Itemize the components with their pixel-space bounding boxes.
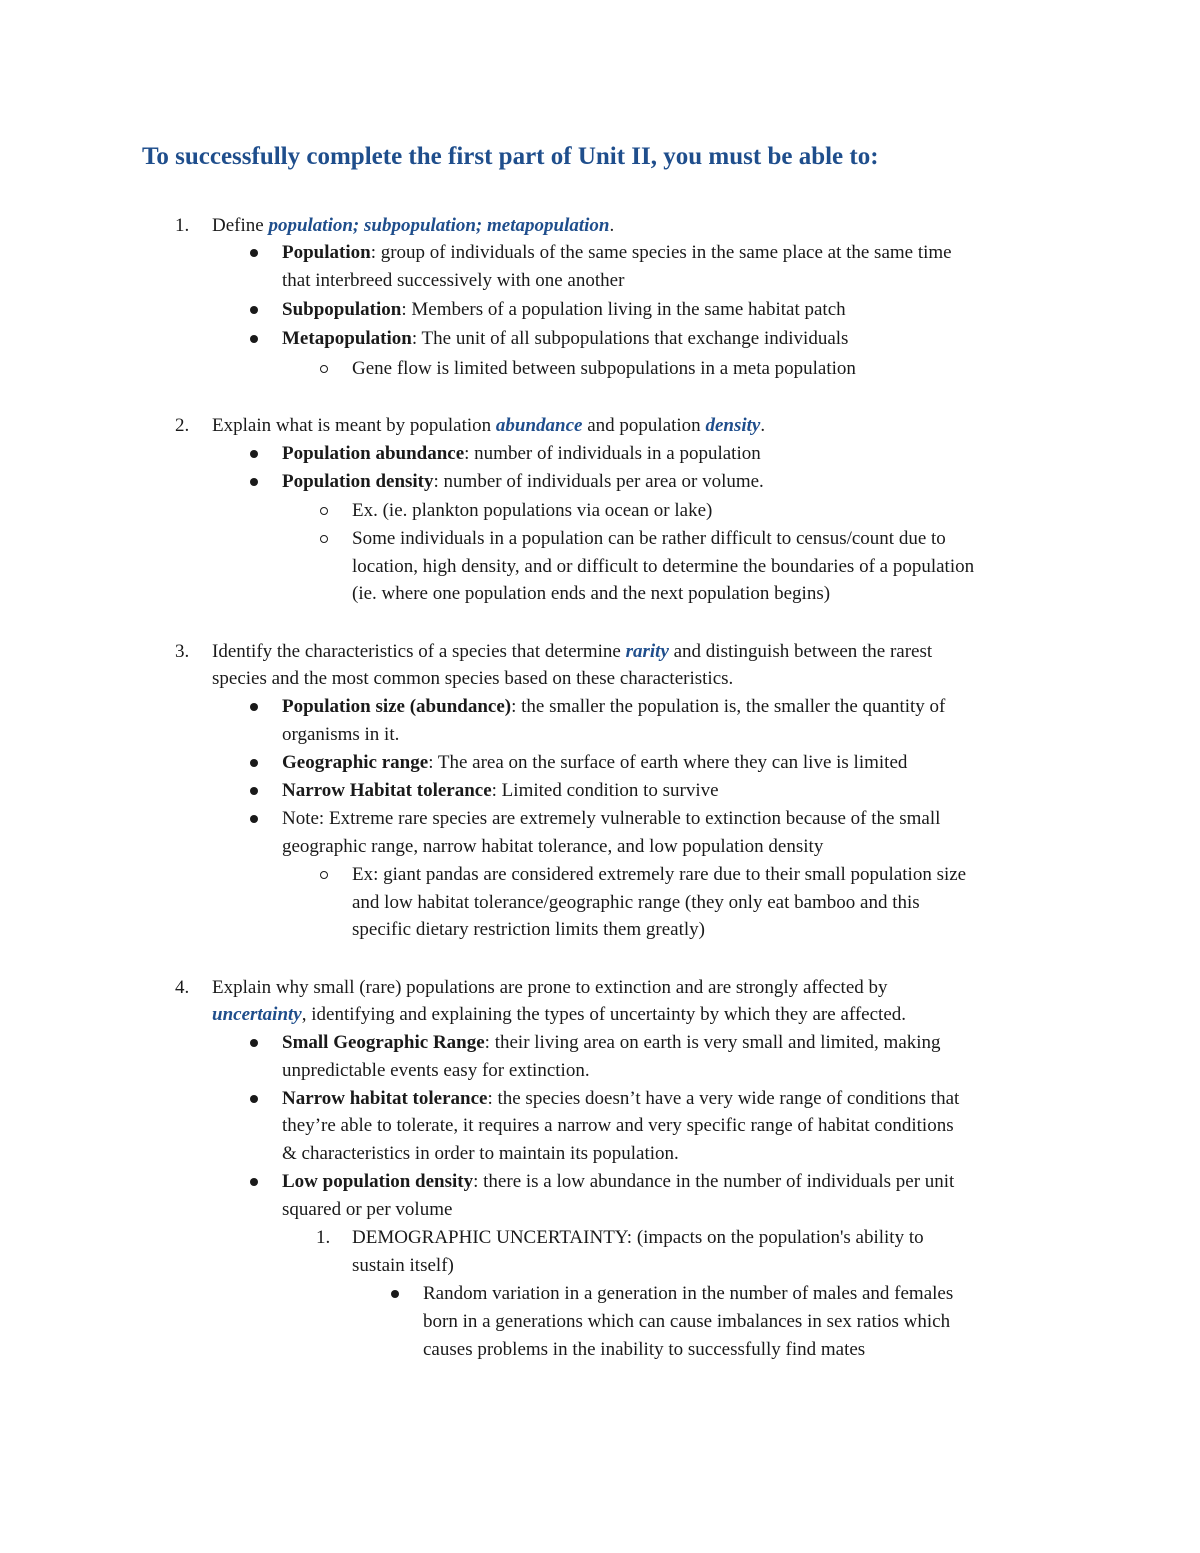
circle-bullet-icon	[320, 365, 328, 373]
term: Population abundance	[282, 443, 465, 464]
bullet-item-cont: causes problems in the inability to successfully find mates	[423, 1339, 866, 1360]
text: Explain what is meant by population	[212, 415, 496, 436]
sub-bullet-item: Ex: giant pandas are considered extremely rare due to their small population size	[352, 864, 967, 885]
bullet-icon	[250, 450, 258, 458]
term: Small Geographic Range	[282, 1032, 485, 1053]
bullet-icon	[250, 306, 258, 314]
sub-bullet-item-cont: (ie. where one population ends and the next population begins)	[352, 583, 831, 604]
term: Metapopulation	[282, 328, 412, 349]
text: : group of individuals of the same species in the same place at the same time	[370, 242, 952, 263]
list-number: 3.	[175, 641, 190, 662]
term: Population density	[282, 471, 434, 492]
text: .	[609, 215, 615, 236]
numbered-sub-item-cont: sustain itself)	[352, 1255, 454, 1276]
text: : The unit of all subpopulations that exchange individuals	[411, 328, 849, 349]
term: Geographic range	[282, 752, 429, 773]
text: : The area on the surface of earth where they can live is limited	[428, 752, 908, 773]
sub-bullet-item: Gene flow is limited between subpopulations in a meta population	[352, 358, 856, 379]
bullet-item-cont: unpredictable events easy for extinction.	[282, 1060, 590, 1081]
bullet-icon	[250, 1095, 258, 1103]
bullet-icon	[250, 478, 258, 486]
page-title: To successfully complete the first part of Unit II, you must be able to:	[142, 143, 879, 170]
text: : their living area on earth is very small and limited, making	[484, 1032, 941, 1053]
circle-bullet-icon	[320, 871, 328, 879]
list-item-intro	[212, 412, 765, 440]
text: : Limited condition to survive	[491, 780, 719, 801]
term: Narrow habitat tolerance	[282, 1088, 488, 1109]
sub-bullet-item: Some individuals in a population can be rather difficult to census/count due to	[352, 528, 946, 549]
circle-bullet-icon	[320, 507, 328, 515]
bullet-icon	[250, 335, 258, 343]
text: : the species doesn’t have a very wide range of conditions that	[487, 1088, 960, 1109]
text: Define	[212, 215, 269, 236]
text: , identifying and explaining the types of uncertainty by which they are affected.	[301, 1004, 907, 1025]
term: Subpopulation	[282, 299, 402, 320]
list-number: 1.	[175, 215, 190, 236]
bullet-item	[282, 440, 761, 468]
text: .	[760, 415, 766, 436]
term: Population	[282, 242, 371, 263]
sub-bullet-item: Ex. (ie. plankton populations via ocean or lake)	[352, 500, 713, 521]
list-number: 4.	[175, 977, 190, 998]
bullet-icon	[250, 815, 258, 823]
bullet-item	[282, 1168, 954, 1196]
bullet-item: Random variation in a generation in the number of males and females	[423, 1283, 954, 1304]
keyword: abundance	[495, 415, 583, 436]
sub-bullet-item-cont: location, high density, and or difficult to determine the boundaries of a population	[352, 556, 975, 577]
bullet-icon	[250, 759, 258, 767]
bullet-icon	[250, 703, 258, 711]
bullet-item-cont: & characteristics in order to maintain its population.	[282, 1143, 679, 1164]
bullet-item-cont: squared or per volume	[282, 1199, 453, 1220]
numbered-sub-item: DEMOGRAPHIC UNCERTAINTY: (impacts on the population's ability to	[352, 1227, 924, 1248]
bullet-icon	[250, 249, 258, 257]
bullet-icon	[250, 1178, 258, 1186]
bullet-item	[282, 1085, 959, 1113]
list-item-intro	[212, 638, 932, 666]
list-number: 1.	[316, 1227, 331, 1248]
keyword: uncertainty	[212, 1004, 302, 1025]
text: : the smaller the population is, the smaller the quantity of	[511, 696, 946, 717]
bullet-item	[282, 693, 945, 721]
list-number: 2.	[175, 415, 190, 436]
circle-bullet-icon	[320, 535, 328, 543]
keyword: population; subpopulation; metapopulation	[268, 215, 610, 236]
term: Population size (abundance)	[282, 696, 512, 717]
bullet-item: Note: Extreme rare species are extremely vulnerable to extinction because of the small	[282, 808, 941, 829]
list-item-intro	[212, 212, 614, 240]
bullet-icon	[391, 1290, 399, 1298]
term: Low population density	[282, 1171, 474, 1192]
bullet-icon	[250, 787, 258, 795]
keyword: rarity	[625, 641, 669, 662]
text: : Members of a population living in the same habitat patch	[401, 299, 846, 320]
bullet-item-cont: they’re able to tolerate, it requires a narrow and very specific range of habitat conditions	[282, 1115, 954, 1136]
bullet-item-cont: that interbreed successively with one another	[282, 270, 625, 291]
text: Identify the characteristics of a species that determine	[212, 641, 626, 662]
bullet-item	[282, 749, 907, 777]
list-item-intro-cont	[212, 1001, 906, 1029]
text: : there is a low abundance in the number of individuals per unit	[473, 1171, 955, 1192]
bullet-item	[282, 468, 764, 496]
bullet-item	[282, 777, 719, 805]
text: and distinguish between the rarest	[668, 641, 933, 662]
bullet-item	[282, 325, 848, 353]
text: and population	[582, 415, 706, 436]
bullet-item-cont: organisms in it.	[282, 724, 400, 745]
sub-bullet-item-cont: specific dietary restriction limits them greatly)	[352, 919, 705, 940]
bullet-item	[282, 239, 952, 267]
bullet-item	[282, 1029, 941, 1057]
bullet-icon	[250, 1039, 258, 1047]
list-item-intro-cont: species and the most common species based on these characteristics.	[212, 668, 734, 689]
keyword: density	[705, 415, 761, 436]
bullet-item	[282, 296, 846, 324]
text: : number of individuals per area or volume.	[433, 471, 764, 492]
text: : number of individuals in a population	[464, 443, 761, 464]
term: Narrow Habitat tolerance	[282, 780, 492, 801]
bullet-item-cont: born in a generations which can cause imbalances in sex ratios which	[423, 1311, 951, 1332]
list-item-intro: Explain why small (rare) populations are prone to extinction and are strongly affected by	[212, 977, 888, 998]
bullet-item-cont: geographic range, narrow habitat tolerance, and low population density	[282, 836, 824, 857]
sub-bullet-item-cont: and low habitat tolerance/geographic range (they only eat bamboo and this	[352, 892, 920, 913]
